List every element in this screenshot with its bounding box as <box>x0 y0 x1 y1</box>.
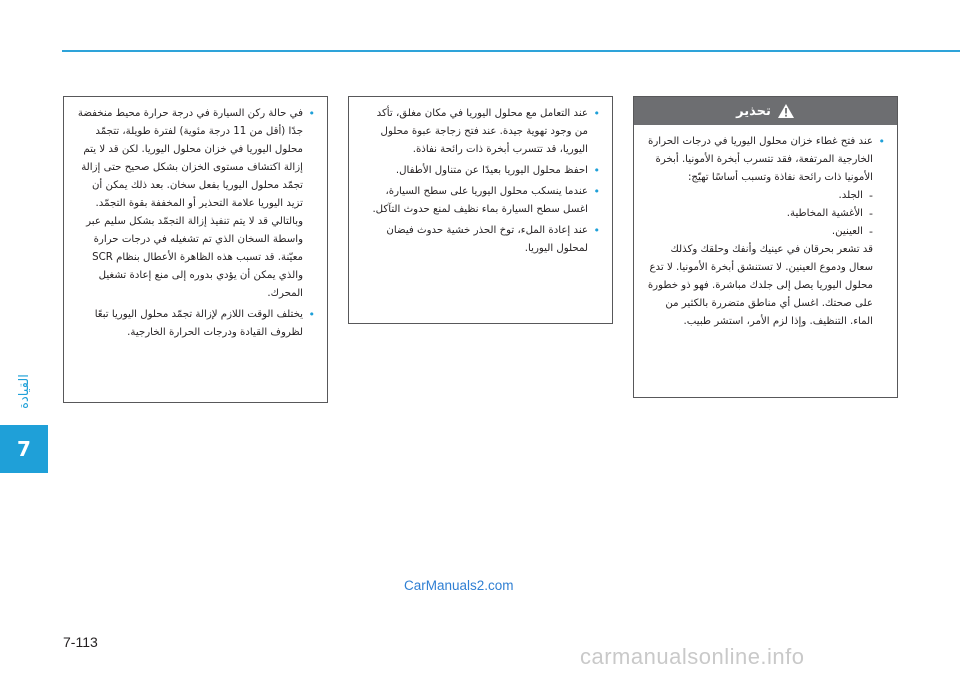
page-number: 7-113 <box>63 634 98 650</box>
top-rule <box>62 50 960 52</box>
list-item <box>646 133 885 331</box>
warning-sublist <box>646 187 873 241</box>
warning-triangle-icon <box>777 103 795 119</box>
list-item: • يختلف الوقت اللازم لإزالة تجمّد محلول اليوريا تبعًا لظروف القيادة ودرجات الحرارة الخارجية. <box>76 306 315 342</box>
sub-item: - الأغشية المخاطية. <box>646 205 873 223</box>
section-side-label <box>0 360 48 422</box>
watermark-carmanualsonline: carmanualsonline.info <box>580 644 805 669</box>
left-box <box>63 96 328 403</box>
warning-header <box>634 97 897 125</box>
sub-item: - الجلد. <box>646 187 873 205</box>
list-item: • احفظ محلول اليوريا بعيدًا عن متناول الأطفال. <box>361 162 600 180</box>
section-side-label-text: القيادة <box>16 373 32 409</box>
list-item: • عند التعامل مع محلول اليوريا في مكان مغلق، تأكد من وجود تهوية جيدة. عند فتح زجاجة عبوة محلول اليوريا، قد تتسرب أبخرة ذات رائحة نفاذة. <box>361 105 600 159</box>
left-list <box>64 97 327 351</box>
warning-title: تحذير <box>736 103 771 119</box>
list-item: • عند إعادة الملء، توخ الحذر خشية حدوث فيضان لمحلول اليوريا. <box>361 222 600 258</box>
middle-list <box>349 97 612 267</box>
warning-list <box>634 125 897 340</box>
warning-item-text: • عند فتح غطاء خزان محلول اليوريا في درجات الحرارة الخارجية المرتفعة، فقد تتسرب أبخرة الأمونيا. أبخرة الأمونيا ذات رائحة نفاذة وتسبب أساسًا تهيّج: <box>648 136 873 183</box>
warning-item-after: قد تشعر بحرقان في عينيك وأنفك وحلقك وكذلك سعال ودموع العينين. لا تستنشق أبخرة الأمونيا. لا تدع محلول اليوريا يصل إلى جلدك مباشرة. فهو ذو خطورة على صحتك. اغسل أي مناطق متضررة بالكثير من الماء. التنظيف. وإذا لزم الأمر، استشر طبيب. <box>647 244 873 327</box>
warning-box <box>633 96 898 398</box>
sub-item: - العينين. <box>646 223 873 241</box>
list-item: • في حالة ركن السيارة في درجة حرارة محيط منخفضة جدًا (أقل من 11 درجة مئوية) لفترة طويلة، تتجمّد محلول اليوريا في خزان محلول اليوريا. لكن قد لا يتم إزالة اكتشاف مستوى الخزان بشكل صحيح حتى إزالة تجمّد محلول اليوريا بفعل سخان. بعد ذلك يمكن أن تزيد اليوريا علامة التحذير أو المخففة بقوة التجمّد. وبالتالي قد لا يتم تنفيذ إزالة التجمّد بشكل سليم عبر واسطة السخان الذي تم تشغيله في درجات حرارة معيّنة. قد تسبب هذه الظاهرة الأعطال بنظام SCR والذي يمكن أن يؤدي بدوره إلى منع إعادة تشغيل المحرك. <box>76 105 315 303</box>
chapter-number-tab: 7 <box>0 425 48 473</box>
list-item: • عندما ينسكب محلول اليوريا على سطح السيارة، اغسل سطح السيارة بماء نظيف لمنع حدوث التآكل. <box>361 183 600 219</box>
watermark-carmanuals2[interactable]: CarManuals2.com <box>404 578 514 593</box>
middle-box <box>348 96 613 324</box>
